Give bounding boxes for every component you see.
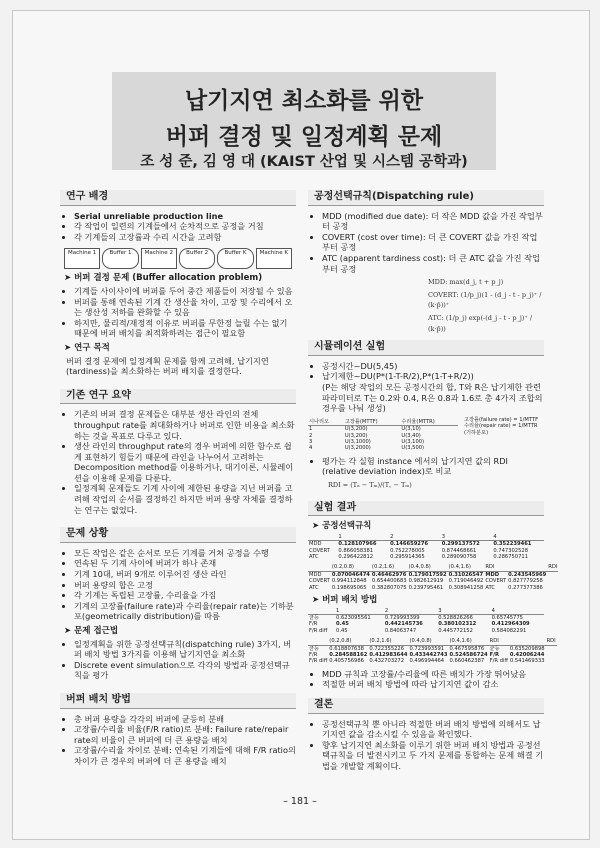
results-table-buffer — [308, 608, 544, 635]
problem-list — [60, 548, 296, 622]
list-item: • 생산 라인의 throughput rate의 경우 버퍼에 의한 함수로 쉽게 표현하기 힘들기 때문에 라인을 나누어서 고려하는 Decomposition method를 이용하거나, 대기이론, 시뮬레이션을 이용해 문제를 다룬다. — [74, 441, 296, 483]
table-header-cell: (0.4,1.6) — [448, 564, 485, 571]
list-item: • 적절한 버퍼 배치 방법에 따라 납기지연 값이 감소 — [322, 679, 544, 690]
table-header-cell — [308, 534, 337, 541]
page-number: – 181 – — [283, 796, 317, 807]
sub-heading-goal: ➤ 연구 목적 — [64, 342, 110, 353]
table-cell: 0.623095561 — [336, 614, 371, 621]
machine-box: Machine 1 — [64, 248, 100, 269]
formula-covert: COVERT: (1/p_j)(1 - (d_j - t - p_j)⁺ / (k·p̄))⁺ — [428, 290, 542, 310]
table-cell: 0.289090758 — [441, 553, 477, 560]
results-table-dispatch-params — [308, 564, 558, 591]
sub-heading-text: 공정선택규칙 — [322, 521, 372, 532]
table-cell: 0.198695065 — [331, 584, 367, 591]
list-item: • 하지만, 물리적/재정적 이유로 버퍼를 무한정 늘릴 수는 없기 때문에 버퍼 배치를 최적화하려는 접근이 필요함 — [74, 318, 296, 339]
table-header-cell — [308, 638, 328, 645]
list-item: • 각 기계들의 고장률과 수리 시간을 고려함 — [74, 232, 296, 243]
list-item: • 연속된 두 기계 사이에 버퍼가 하나 존재 — [74, 558, 296, 569]
list-item: • 모든 작업은 같은 순서로 모든 기계를 거쳐 공정을 수행 — [74, 548, 296, 559]
buffer-box: Buffer 1 — [102, 248, 138, 269]
table-row — [308, 645, 557, 652]
note-line: 수리율(repair rate) = 1/MTTR — [464, 423, 538, 430]
table-cell: 0.070046474 — [331, 571, 370, 578]
table-header-cell: (0.2,0.8) — [331, 564, 371, 571]
sub-heading-dispatch-results: ➤ 공정선택규칙 — [312, 521, 372, 532]
machine-box: Machine K — [256, 248, 292, 269]
section-heading-dispatch: 공정선택규칙(Dispatching rule) — [308, 190, 544, 206]
table-header-cell — [308, 608, 335, 615]
table-cell: 0.45 — [336, 621, 349, 628]
sub-heading-text: 연구 목적 — [74, 342, 110, 353]
table-cell: 0.42006244 — [509, 651, 545, 658]
table-cell: 0.635209898 — [509, 645, 545, 652]
section-heading-results: 실험 결과 — [308, 501, 544, 517]
table-cell: 0.243545969 — [508, 571, 547, 578]
results-table-buffer-params — [308, 638, 557, 665]
table-header-cell: 수리율(MTTR) — [400, 419, 458, 426]
list-item: • 기계들 사이사이에 버퍼를 두어 중간 제품들이 저장될 수 있음 — [74, 286, 296, 297]
table-cell: 0.382807075 — [371, 584, 407, 591]
left-column — [60, 190, 296, 770]
conclusion-list — [308, 719, 544, 772]
table-header-cell: 2 — [389, 534, 441, 541]
table-cell: F/R — [489, 651, 500, 658]
table-cell: 0.179017592 — [408, 571, 447, 578]
goal-text: 버퍼 결정 문제에 일정계획 문제를 함께 고려해, 납기지연(tardiness)을 최소화하는 버퍼 배치를 결정한다. — [66, 355, 269, 377]
table-cell: 0.584082291 — [491, 627, 527, 634]
table-header-cell: (0.4,0.8) — [408, 564, 448, 571]
table-row — [308, 426, 458, 433]
sub-heading-text: 문제 접근법 — [74, 626, 119, 636]
list-item: • 납기제한~DU(P*(1-T-R/2),P*(1-T+R/2)) — [322, 371, 544, 382]
list-item: • 각 기계는 독립된 고장률, 수리율을 가짐 — [74, 590, 296, 601]
list-item: • 공정선택규칙 뿐 아니라 적절한 버퍼 배치 방법에 의해서도 납기지연 값을 감소시킬 수 있음을 확인했다. — [322, 719, 544, 740]
scenario-block — [308, 417, 544, 456]
list-item: • 기존의 버퍼 결정 문제들은 대부분 생산 라인의 전체 throughput rate를 최대화하거나 버퍼로 인한 비용을 최소화하는 것을 목표로 다루고 있다. — [74, 409, 296, 441]
table-cell: MDD — [309, 541, 322, 548]
buffer-problem-list — [60, 286, 296, 339]
table-cell: 0.352239461 — [493, 541, 532, 548]
table-cell: 0.296422812 — [338, 553, 374, 560]
table-cell: 0.46462976 — [371, 571, 407, 578]
list-item: (P는 해당 작업의 모든 공정시간의 합, T와 R은 납기제한 관련 파라미터로 T는 0.2와 0.4, R은 0.8과 1.6로 총 4가지 조합의 경우를 나눠 생성) — [322, 381, 543, 414]
table-row — [308, 554, 544, 560]
table-header-cell: 1 — [335, 608, 384, 615]
table-cell: COVERT — [309, 578, 330, 585]
table-cell: U(3,200) — [344, 432, 368, 439]
section-heading-prior: 기존 연구 요약 — [60, 389, 296, 405]
table-cell: 0.295914365 — [390, 553, 425, 560]
list-item: • 총 버퍼 용량을 각각의 버퍼에 균등히 분배 — [74, 714, 296, 725]
list-item: • 공정시간~DU(5,45) — [322, 361, 544, 372]
formula-atc: ATC: (1/p_j) exp(-(d_j - t - p_j)⁺ / (k·p̄)) — [428, 313, 533, 333]
table-cell: 1 — [309, 426, 313, 433]
sub-heading-buffer-problem: ➤ 버퍼 결정 문제 (Buffer allocation problem) — [64, 273, 263, 284]
table-cell: U(3,2000) — [344, 445, 371, 452]
table-cell: 0.827779258 — [508, 578, 543, 585]
table-cell: 0.412964309 — [491, 621, 530, 628]
table-cell: 0.84063747 — [384, 627, 417, 634]
table-cell: 0.994112848 — [331, 578, 367, 585]
list-item: • 버퍼 용량의 합은 고정 — [74, 580, 296, 591]
table-row — [308, 445, 458, 451]
table-cell: U(3,1000) — [344, 438, 371, 445]
table-header-row — [308, 419, 458, 426]
table-header-cell: 고장률(MTTF) — [344, 419, 401, 426]
table-cell: 0.146659276 — [390, 541, 429, 548]
list-item: • 향후 납기지연 최소화를 이루기 위한 버퍼 배치 방법과 공정선택규칙을 더 발전시키고 두 가지 문제를 통합하는 문제 해결 기법을 개발할 계획이다. — [322, 740, 544, 772]
list-item: • 기계의 고장률(failure rate)과 수리율(repair rate)는 기하분포(geometrically distribution)를 따름 — [74, 601, 296, 622]
table-cell: 균등 — [309, 645, 320, 652]
table-cell: 0.729993399 — [384, 614, 420, 621]
buffer-method-list — [60, 714, 296, 767]
table-header-cell: 2 — [384, 608, 437, 615]
right-column — [308, 190, 558, 775]
background-list — [60, 211, 296, 243]
table-cell: MDD — [309, 571, 322, 578]
list-item: • 일정계획 문제들도 기계 사이에 제한된 용량을 지닌 버퍼를 고려해 작업의 순서를 결정하긴 하지만 버퍼 용량 자체를 결정하는 연구는 없었다. — [74, 483, 296, 515]
table-header-cell: 3 — [441, 534, 493, 541]
table-cell: COVERT — [309, 547, 330, 554]
table-cell: 0.412983644 — [369, 651, 408, 658]
section-heading-background: 연구 배경 — [60, 190, 296, 206]
authors: 조 성 준, 김 영 대 (KAIST 산업 및 시스템 공학과) — [140, 154, 468, 170]
table-cell: U(3,40) — [401, 432, 421, 439]
table-header-cell — [507, 564, 547, 571]
table-header-cell: (0.2,0.8) — [328, 638, 368, 645]
list-item: • 고장률/수리율 비율(F/R ratio)로 분배: Failure rate/repair rate의 비율이 큰 버퍼에 더 큰 용량을 배치 — [74, 724, 296, 745]
scenario-note — [464, 417, 538, 436]
table-cell: 0.719046492 — [448, 578, 484, 585]
table-cell: 균등 — [489, 645, 500, 652]
machine-box: Machine 2 — [141, 248, 177, 269]
list-item: • 고장률/수리율 차이로 분배: 연속된 기계들에 대해 F/R ratio의 차이가 큰 경우의 버퍼에 더 큰 용량을 배치 — [74, 745, 296, 766]
table-cell: 0.308941258 — [448, 584, 484, 591]
buffer-box: Buffer 2 — [179, 248, 215, 269]
table-cell: 0.405756986 — [329, 658, 364, 665]
table-cell: 0.445772152 — [438, 627, 473, 634]
table-row — [308, 578, 558, 584]
note-line: (기하분포) — [464, 429, 489, 436]
table-cell: 4 — [309, 445, 313, 452]
table-row — [308, 571, 558, 578]
table-cell: ATC — [309, 584, 319, 591]
buffer-box: Buffer K — [217, 248, 253, 269]
production-line-diagram — [64, 248, 292, 269]
table-cell: 0.866058381 — [338, 547, 374, 554]
dispatch-list — [308, 211, 544, 275]
table-header-cell: RDI — [489, 638, 509, 645]
table-cell: 0.654400683 — [371, 578, 407, 585]
table-cell: 0.380102312 — [438, 621, 477, 628]
table-header-cell — [509, 638, 546, 645]
list-item: • Serial unreliable production line — [74, 211, 296, 222]
table-cell: 0.467595876 — [449, 645, 485, 652]
table-cell: F/R — [309, 651, 318, 658]
section-heading-buffer-method: 버퍼 배치 방법 — [60, 693, 296, 709]
table-cell: 0.723993591 — [409, 645, 445, 652]
table-cell: 균등 — [309, 614, 320, 621]
section-heading-problem: 문제 상황 — [60, 527, 296, 543]
table-cell: 0.433442743 — [409, 651, 448, 658]
list-item: • 기계 10대, 버퍼 9개로 이루어진 생산 라인 — [74, 569, 296, 580]
table-cell: 0.660462387 — [449, 658, 485, 665]
table-cell: F/R — [309, 621, 318, 628]
results-table-dispatch — [308, 534, 544, 561]
table-header-cell: RDI — [548, 564, 558, 571]
list-item: • 각 작업이 일련의 기계들에서 순차적으로 공정을 거침 — [74, 221, 296, 232]
note-line: 고장률(failure rate) = 1/MTTF — [464, 416, 539, 423]
table-cell: 3 — [309, 438, 313, 445]
table-cell: 0.286750711 — [493, 553, 528, 560]
table-cell: 0.541469333 — [509, 658, 545, 665]
formula-rdi: RDI = (Tₐ − Tₘ)/(T꜀ − Tₘ) — [328, 480, 412, 489]
scenario-table — [308, 419, 458, 452]
table-cell: U(3,500) — [401, 445, 425, 452]
table-cell: U(3,100) — [401, 438, 425, 445]
list-item: • MDD (modified due date): 더 작은 MDD 값을 가진 작업부터 공정 — [322, 211, 544, 232]
table-cell: 0.31026547 — [448, 571, 484, 578]
table-cell: MDD — [485, 571, 500, 578]
list-item: • 평가는 각 실험 instance 에서의 납기지연 값의 RDI (relative deviation index)로 비교 — [322, 456, 544, 477]
table-cell: ATC — [485, 584, 495, 591]
table-cell: 0.874468661 — [441, 547, 477, 554]
table-cell: 0.284588162 — [329, 651, 368, 658]
section-heading-conclusion: 결론 — [308, 698, 544, 714]
table-header-cell: 시나리오 — [308, 419, 344, 426]
sub-heading-text: 버퍼 결정 문제 (Buffer allocation problem) — [74, 273, 263, 284]
table-cell: 0.277377386 — [508, 584, 543, 591]
table-header-cell: RDI — [484, 564, 507, 571]
table-header-row — [308, 608, 544, 615]
table-header-cell: (0.2,1.6) — [368, 638, 408, 645]
table-header-cell — [308, 564, 331, 571]
sub-heading-buffer-results: ➤ 버퍼 배치 방법 — [312, 594, 378, 605]
table-header-cell: (0.4,1.6) — [449, 638, 489, 645]
table-cell: 0.239795461 — [408, 584, 444, 591]
table-cell: 0.65745775 — [491, 614, 523, 621]
table-header-row — [308, 564, 558, 571]
table-cell: 0.618807638 — [329, 645, 364, 652]
list-item: • ATC (apparent tardiness cost): 더 큰 ATC 값을 가진 작업부터 공정 — [322, 253, 544, 274]
rdi-list — [308, 456, 544, 477]
simulation-list — [308, 361, 544, 414]
table-header-row — [308, 534, 544, 541]
list-item: • 일정계획을 위한 공정선택규칙(dispatching rule) 3가지, 버퍼 배치 방법 3가지를 이용해 납기지연을 최소화 — [74, 639, 296, 660]
table-cell: 0.528826266 — [438, 614, 473, 621]
table-cell: 0.496994464 — [409, 658, 445, 665]
table-cell: 0.45 — [336, 627, 348, 634]
table-cell: F/R diff — [309, 627, 328, 634]
table-cell: 0.982612919 — [408, 578, 444, 585]
title-line-2: 버퍼 결정 및 일정계획 문제 — [165, 124, 443, 150]
table-cell: COVERT — [485, 578, 507, 585]
table-header-row — [308, 638, 557, 645]
table-row — [308, 614, 544, 621]
table-cell: 0.752278005 — [390, 547, 425, 554]
table-header-cell: 4 — [492, 534, 544, 541]
table-cell: F/R diff — [489, 658, 508, 665]
table-header-cell: (0.2,1.6) — [371, 564, 408, 571]
formula-mdd: MDD: max(d_j, t + p_j) — [428, 278, 504, 287]
table-cell: 0.128107966 — [338, 541, 377, 548]
table-cell: U(3,10) — [401, 426, 421, 433]
approach-list — [60, 639, 296, 681]
results-summary-list — [308, 669, 544, 690]
sub-heading-text: 버퍼 배치 방법 — [322, 594, 378, 605]
table-cell: 0.299137572 — [441, 541, 480, 548]
table-row — [308, 658, 557, 664]
table-cell: ATC — [309, 553, 319, 560]
list-item: • Discrete event simulation으로 각각의 방법과 공정선택규칙을 평가 — [74, 660, 296, 681]
table-cell: F/R diff — [309, 658, 328, 665]
list-item: • COVERT (cost over time): 더 큰 COVERT 값을 가진 작업부터 공정 — [322, 232, 544, 253]
table-cell: 2 — [309, 432, 313, 439]
title-line-1: 납기지연 최소화를 위한 — [184, 88, 424, 114]
list-item: • MDD 규칙과 고장률/수리율에 따른 배치가 가장 뛰어났음 — [322, 669, 544, 680]
table-cell: 0.722355226 — [369, 645, 405, 652]
table-row — [308, 585, 558, 591]
table-header-cell: 4 — [491, 608, 544, 615]
prior-list — [60, 409, 296, 515]
sub-heading-approach: ➤ 문제 접근법 — [64, 626, 119, 636]
table-cell: 0.432703272 — [369, 658, 405, 665]
table-header-cell: (0.4,0.8) — [408, 638, 448, 645]
table-header-cell: 1 — [337, 534, 389, 541]
section-heading-simulation: 시뮬레이션 실험 — [308, 340, 544, 356]
table-cell: U(3,200) — [344, 426, 368, 433]
table-row — [308, 541, 544, 548]
table-cell: 0.524586724 — [449, 651, 488, 658]
list-item: • 버퍼를 통해 연속된 기계 간 생산율 차이, 고장 및 수리에서 오는 생산성 저하를 완화할 수 있음 — [74, 297, 296, 318]
table-row — [308, 628, 544, 634]
table-header-cell: RDI — [546, 638, 556, 645]
table-cell: 0.747302528 — [493, 547, 528, 554]
table-cell: 0.442145736 — [384, 621, 423, 628]
table-header-cell: 3 — [437, 608, 490, 615]
